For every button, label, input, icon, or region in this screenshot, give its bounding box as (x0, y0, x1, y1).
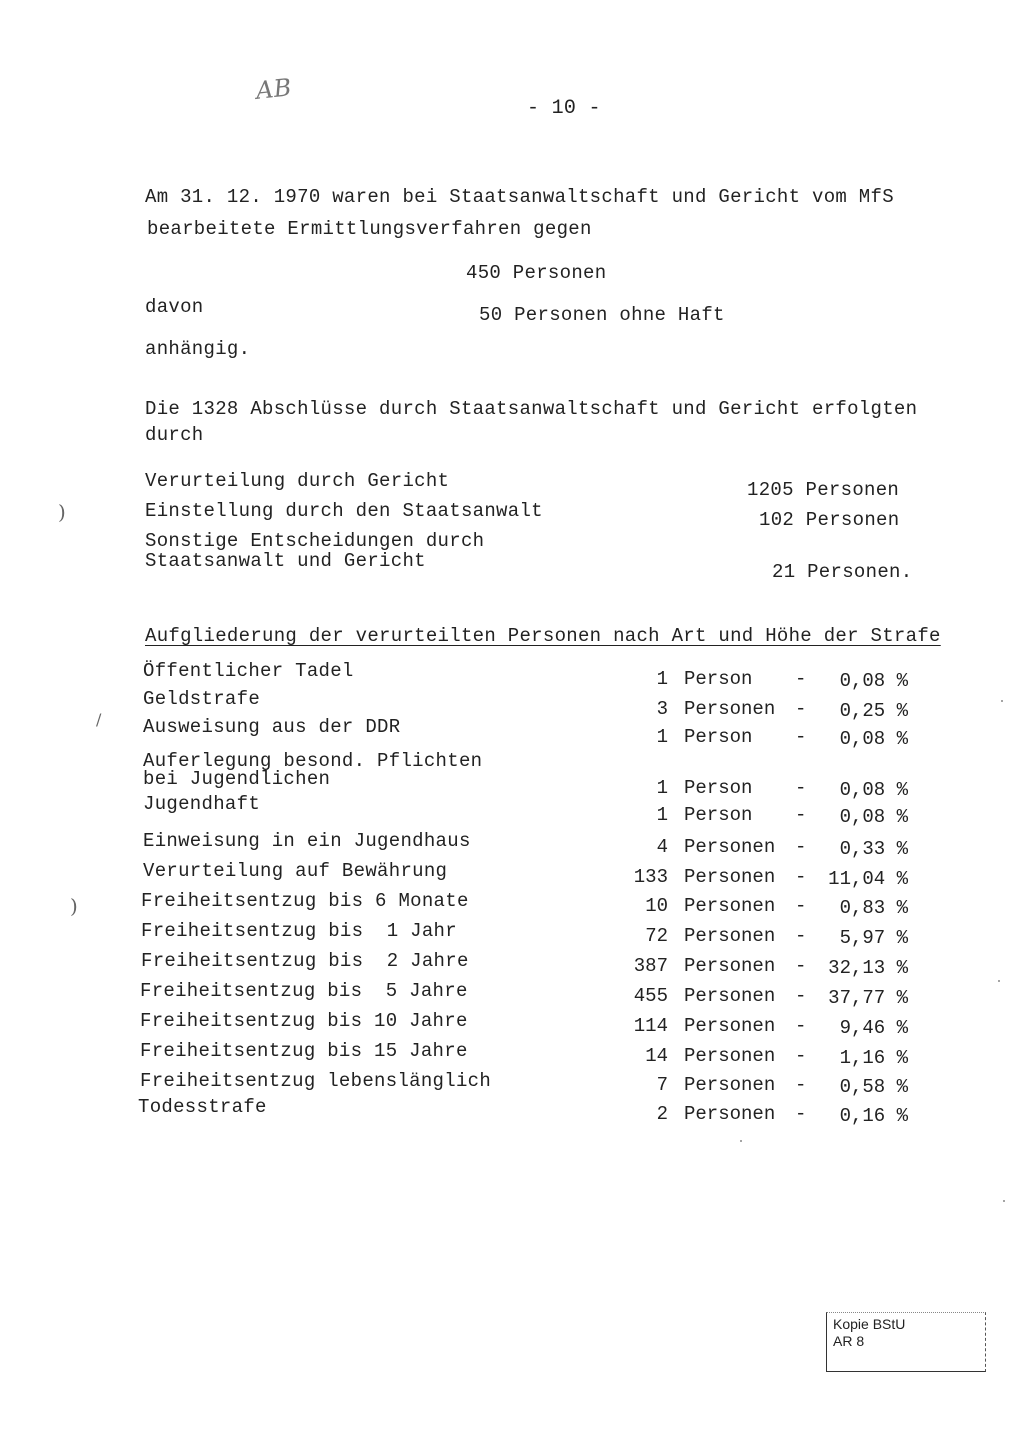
row-label: Todesstrafe (138, 1096, 267, 1118)
row-unit: Person (684, 668, 753, 690)
row-label: Auferlegung besond. Pflichten (143, 750, 483, 772)
row-label: Freiheitsentzug bis 2 Jahre (141, 950, 469, 972)
row-percent: 0,33 % (839, 838, 908, 860)
row-count: 72 (645, 925, 668, 947)
intro-davon-label: davon (145, 296, 204, 318)
row-dash: - (795, 1015, 807, 1037)
row-dash: - (795, 836, 807, 858)
intro-without-custody: 50 Personen ohne Haft (479, 304, 725, 326)
row-unit: Personen (684, 1045, 776, 1067)
row-percent: 1,16 % (839, 1047, 908, 1069)
row-unit: Personen (684, 836, 776, 858)
closure-item-value: 102 Personen (759, 509, 900, 531)
row-dash: - (795, 955, 807, 977)
row-unit: Person (684, 726, 753, 748)
row-label: Jugendhaft (143, 793, 261, 815)
row-count: 1 (656, 668, 668, 690)
scan-speck (1001, 700, 1003, 702)
row-count: 7 (656, 1074, 668, 1096)
row-unit: Person (684, 777, 753, 799)
closure-item-label: Verurteilung durch Gericht (145, 470, 450, 492)
closure-item-value: 21 Personen. (772, 561, 913, 583)
row-unit: Person (684, 804, 753, 826)
row-percent: 0,25 % (839, 700, 908, 722)
row-label: Geldstrafe (143, 688, 261, 710)
scan-speck (998, 980, 1000, 982)
intro-line-2: bearbeitete Ermittlungsverfahren gegen (147, 218, 592, 240)
row-percent: 0,16 % (839, 1105, 908, 1127)
row-dash: - (795, 1103, 807, 1125)
intro-line-1: Am 31. 12. 1970 waren bei Staatsanwaltschaft und Gericht vom MfS (145, 186, 894, 208)
row-count: 455 (633, 985, 668, 1007)
row-unit: Personen (684, 698, 776, 720)
breakdown-heading: Aufgliederung der verurteilten Personen nach Art und Höhe der Strafe (145, 625, 941, 647)
row-count: 10 (645, 895, 668, 917)
scan-speck (740, 1140, 742, 1142)
row-count: 387 (633, 955, 668, 977)
row-count: 3 (656, 698, 668, 720)
archive-stamp (826, 1312, 986, 1372)
closures-line-2: durch (145, 424, 204, 446)
row-unit: Personen (684, 985, 776, 1007)
row-count: 1 (656, 777, 668, 799)
margin-mark: / (96, 710, 102, 729)
closure-item-label: Sonstige Entscheidungen durch (145, 530, 485, 552)
closure-item-label-cont: Staatsanwalt und Gericht (145, 550, 426, 572)
row-percent: 0,08 % (839, 670, 908, 692)
stamp-line-1: Kopie BStU (833, 1316, 906, 1332)
row-dash: - (795, 866, 807, 888)
handwritten-initials: AB (254, 73, 293, 105)
margin-mark: ) (70, 894, 78, 918)
row-percent: 11,04 % (828, 868, 908, 890)
row-unit: Personen (684, 955, 776, 977)
page-number: - 10 - (527, 97, 601, 120)
row-unit: Personen (684, 1103, 776, 1125)
row-unit: Personen (684, 1015, 776, 1037)
scan-speck (1003, 1200, 1005, 1202)
row-dash: - (795, 895, 807, 917)
row-unit: Personen (684, 866, 776, 888)
row-label: Freiheitsentzug bis 10 Jahre (140, 1010, 468, 1032)
row-percent: 5,97 % (839, 927, 908, 949)
row-percent: 0,08 % (839, 779, 908, 801)
row-count: 14 (645, 1045, 668, 1067)
row-count: 1 (656, 804, 668, 826)
row-label: Ausweisung aus der DDR (143, 716, 401, 738)
row-label: Freiheitsentzug bis 6 Monate (141, 890, 469, 912)
closure-item-label: Einstellung durch den Staatsanwalt (145, 500, 543, 522)
row-label: Öffentlicher Tadel (143, 660, 354, 682)
intro-closing: anhängig. (145, 338, 251, 360)
row-dash: - (795, 1074, 807, 1096)
row-label: Verurteilung auf Bewährung (143, 860, 448, 882)
row-percent: 0,83 % (839, 897, 908, 919)
row-dash: - (795, 1045, 807, 1067)
row-label: Freiheitsentzug bis 15 Jahre (140, 1040, 468, 1062)
row-dash: - (795, 698, 807, 720)
row-percent: 32,13 % (828, 957, 908, 979)
row-percent: 0,58 % (839, 1076, 908, 1098)
intro-total-persons: 450 Personen (466, 262, 607, 284)
row-dash: - (795, 985, 807, 1007)
row-count: 1 (656, 726, 668, 748)
row-label-cont: bei Jugendlichen (143, 768, 331, 790)
stamp-line-2: AR 8 (833, 1333, 865, 1349)
row-label: Einweisung in ein Jugendhaus (143, 830, 471, 852)
row-unit: Personen (684, 925, 776, 947)
row-dash: - (795, 804, 807, 826)
row-count: 114 (633, 1015, 668, 1037)
row-dash: - (795, 726, 807, 748)
row-label: Freiheitsentzug lebenslänglich (140, 1070, 492, 1092)
row-percent: 9,46 % (839, 1017, 908, 1039)
row-count: 4 (656, 836, 668, 858)
closure-item-value: 1205 Personen (747, 479, 900, 501)
row-label: Freiheitsentzug bis 1 Jahr (141, 920, 457, 942)
row-dash: - (795, 777, 807, 799)
row-percent: 37,77 % (828, 987, 908, 1009)
row-count: 133 (633, 866, 668, 888)
row-percent: 0,08 % (839, 806, 908, 828)
row-unit: Personen (684, 895, 776, 917)
row-percent: 0,08 % (839, 728, 908, 750)
row-count: 2 (656, 1103, 668, 1125)
margin-mark: ) (58, 500, 66, 524)
row-unit: Personen (684, 1074, 776, 1096)
row-label: Freiheitsentzug bis 5 Jahre (140, 980, 468, 1002)
row-dash: - (795, 925, 807, 947)
closures-line-1: Die 1328 Abschlüsse durch Staatsanwaltschaft und Gericht erfolgten (145, 398, 918, 420)
row-dash: - (795, 668, 807, 690)
